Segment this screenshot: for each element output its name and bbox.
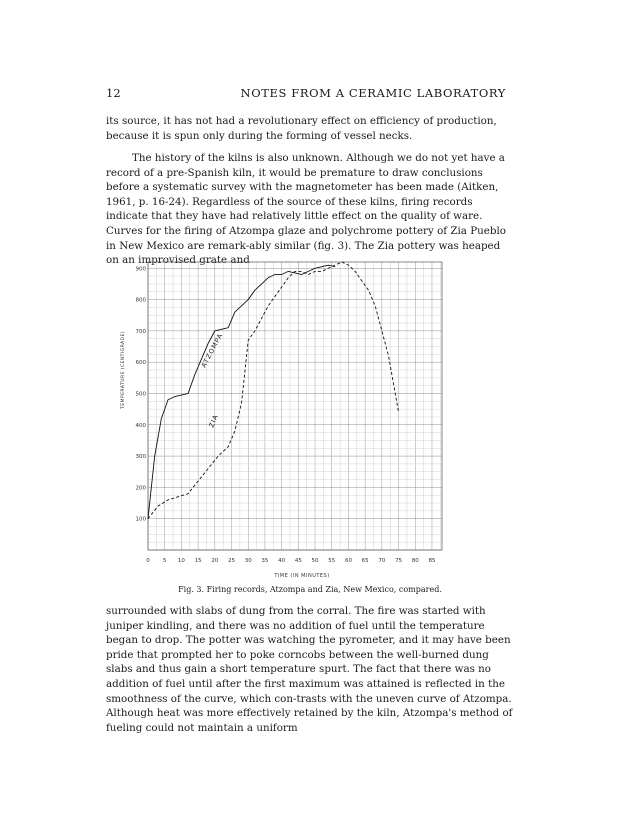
x-tick-label: 15: [194, 558, 202, 564]
x-tick-label: 40: [278, 558, 286, 564]
page-number: 12: [106, 86, 121, 100]
x-tick-label: 45: [294, 558, 302, 564]
page-header: [106, 86, 506, 102]
x-tick-label: 25: [228, 558, 236, 564]
y-tick-label: 700: [135, 328, 146, 335]
y-tick-label: 400: [135, 422, 146, 429]
chart-svg: [112, 250, 448, 585]
chart-grid: [148, 262, 442, 550]
x-tick-label: 0: [146, 558, 150, 564]
plot-frame: [148, 262, 442, 550]
series-line-atzompa: [148, 265, 335, 519]
x-axis-label: TIME (IN MINUTES): [274, 573, 330, 579]
x-tick-label: 85: [428, 558, 436, 564]
y-tick-label: 300: [135, 454, 146, 461]
x-tick-label: 5: [162, 558, 167, 564]
paragraph-2: The history of the kilns is also unknown. Although we do not yet have a record of a pre-Spanish kiln, it would be premature to draw conclusions before a systematic survey with the magnetometer has been made (Aitken, 1961, p. 16-24). Regardless of the source of these kilns, firing records indicate that they have had relatively little effect on the quality of ware. Curves for the firing of Atzompa glaze and polychrome pottery of Zia Pueblo in New Mexico are remark-ably similar (fig. 3). The Zia pottery was heaped on an improvised grate and: [106, 152, 506, 267]
y-tick-label: 200: [135, 485, 146, 492]
atzompa-series-label: ATZOMPA: [199, 331, 225, 369]
x-tick-labels: [146, 558, 436, 564]
y-tick-label: 900: [135, 266, 146, 273]
x-tick-label: 10: [177, 558, 185, 564]
running-head: NOTES FROM A CERAMIC LABORATORY: [240, 86, 506, 100]
x-tick-label: 30: [244, 558, 252, 564]
y-tick-label: 600: [135, 360, 146, 367]
chart-axes: [148, 262, 442, 550]
y-tick-label: 100: [135, 516, 146, 523]
y-axis-label: TEMPERATURE (CENTIGRADE): [121, 331, 126, 409]
figure-3-chart: [112, 250, 448, 585]
y-tick-labels: [136, 266, 147, 522]
y-tick-label: 800: [135, 297, 146, 304]
paragraph-1: its source, it has not had a revolutionary effect on efficiency of production, because it is spun only during the forming of vessel necks.: [106, 115, 497, 142]
paragraph-3: surrounded with slabs of dung from the corral. The fire was started with juniper kindling, and there was no addition of fuel until the temperature began to drop. The potter was watching the pyrometer, and it may have been pride that prompted her to poke corncobs between the well-burned dung slabs and thus gain a short temperature spurt. The fact that there was no addition of fuel until after the first maximum was attained is reflected in the smoothness of the curve, which con-trasts with the uneven curve of Atzompa. Although heat was more effectively retained by the kiln, Atzompa's method of fueling could not maintain a uniform: [106, 605, 513, 734]
x-tick-label: 20: [211, 558, 219, 564]
x-tick-label: 70: [378, 558, 386, 564]
y-tick-label: 500: [135, 391, 146, 398]
x-tick-label: 35: [261, 558, 269, 564]
x-tick-label: 65: [361, 558, 369, 564]
x-tick-label: 60: [344, 558, 352, 564]
x-tick-label: 55: [328, 558, 336, 564]
x-tick-label: 80: [411, 558, 419, 564]
x-tick-label: 75: [395, 558, 403, 564]
x-tick-label: 50: [311, 558, 319, 564]
figure-caption: Fig. 3. Firing records, Atzompa and Zia, New Mexico, compared.: [178, 585, 442, 594]
zia-series-label: ZIA: [207, 412, 221, 429]
